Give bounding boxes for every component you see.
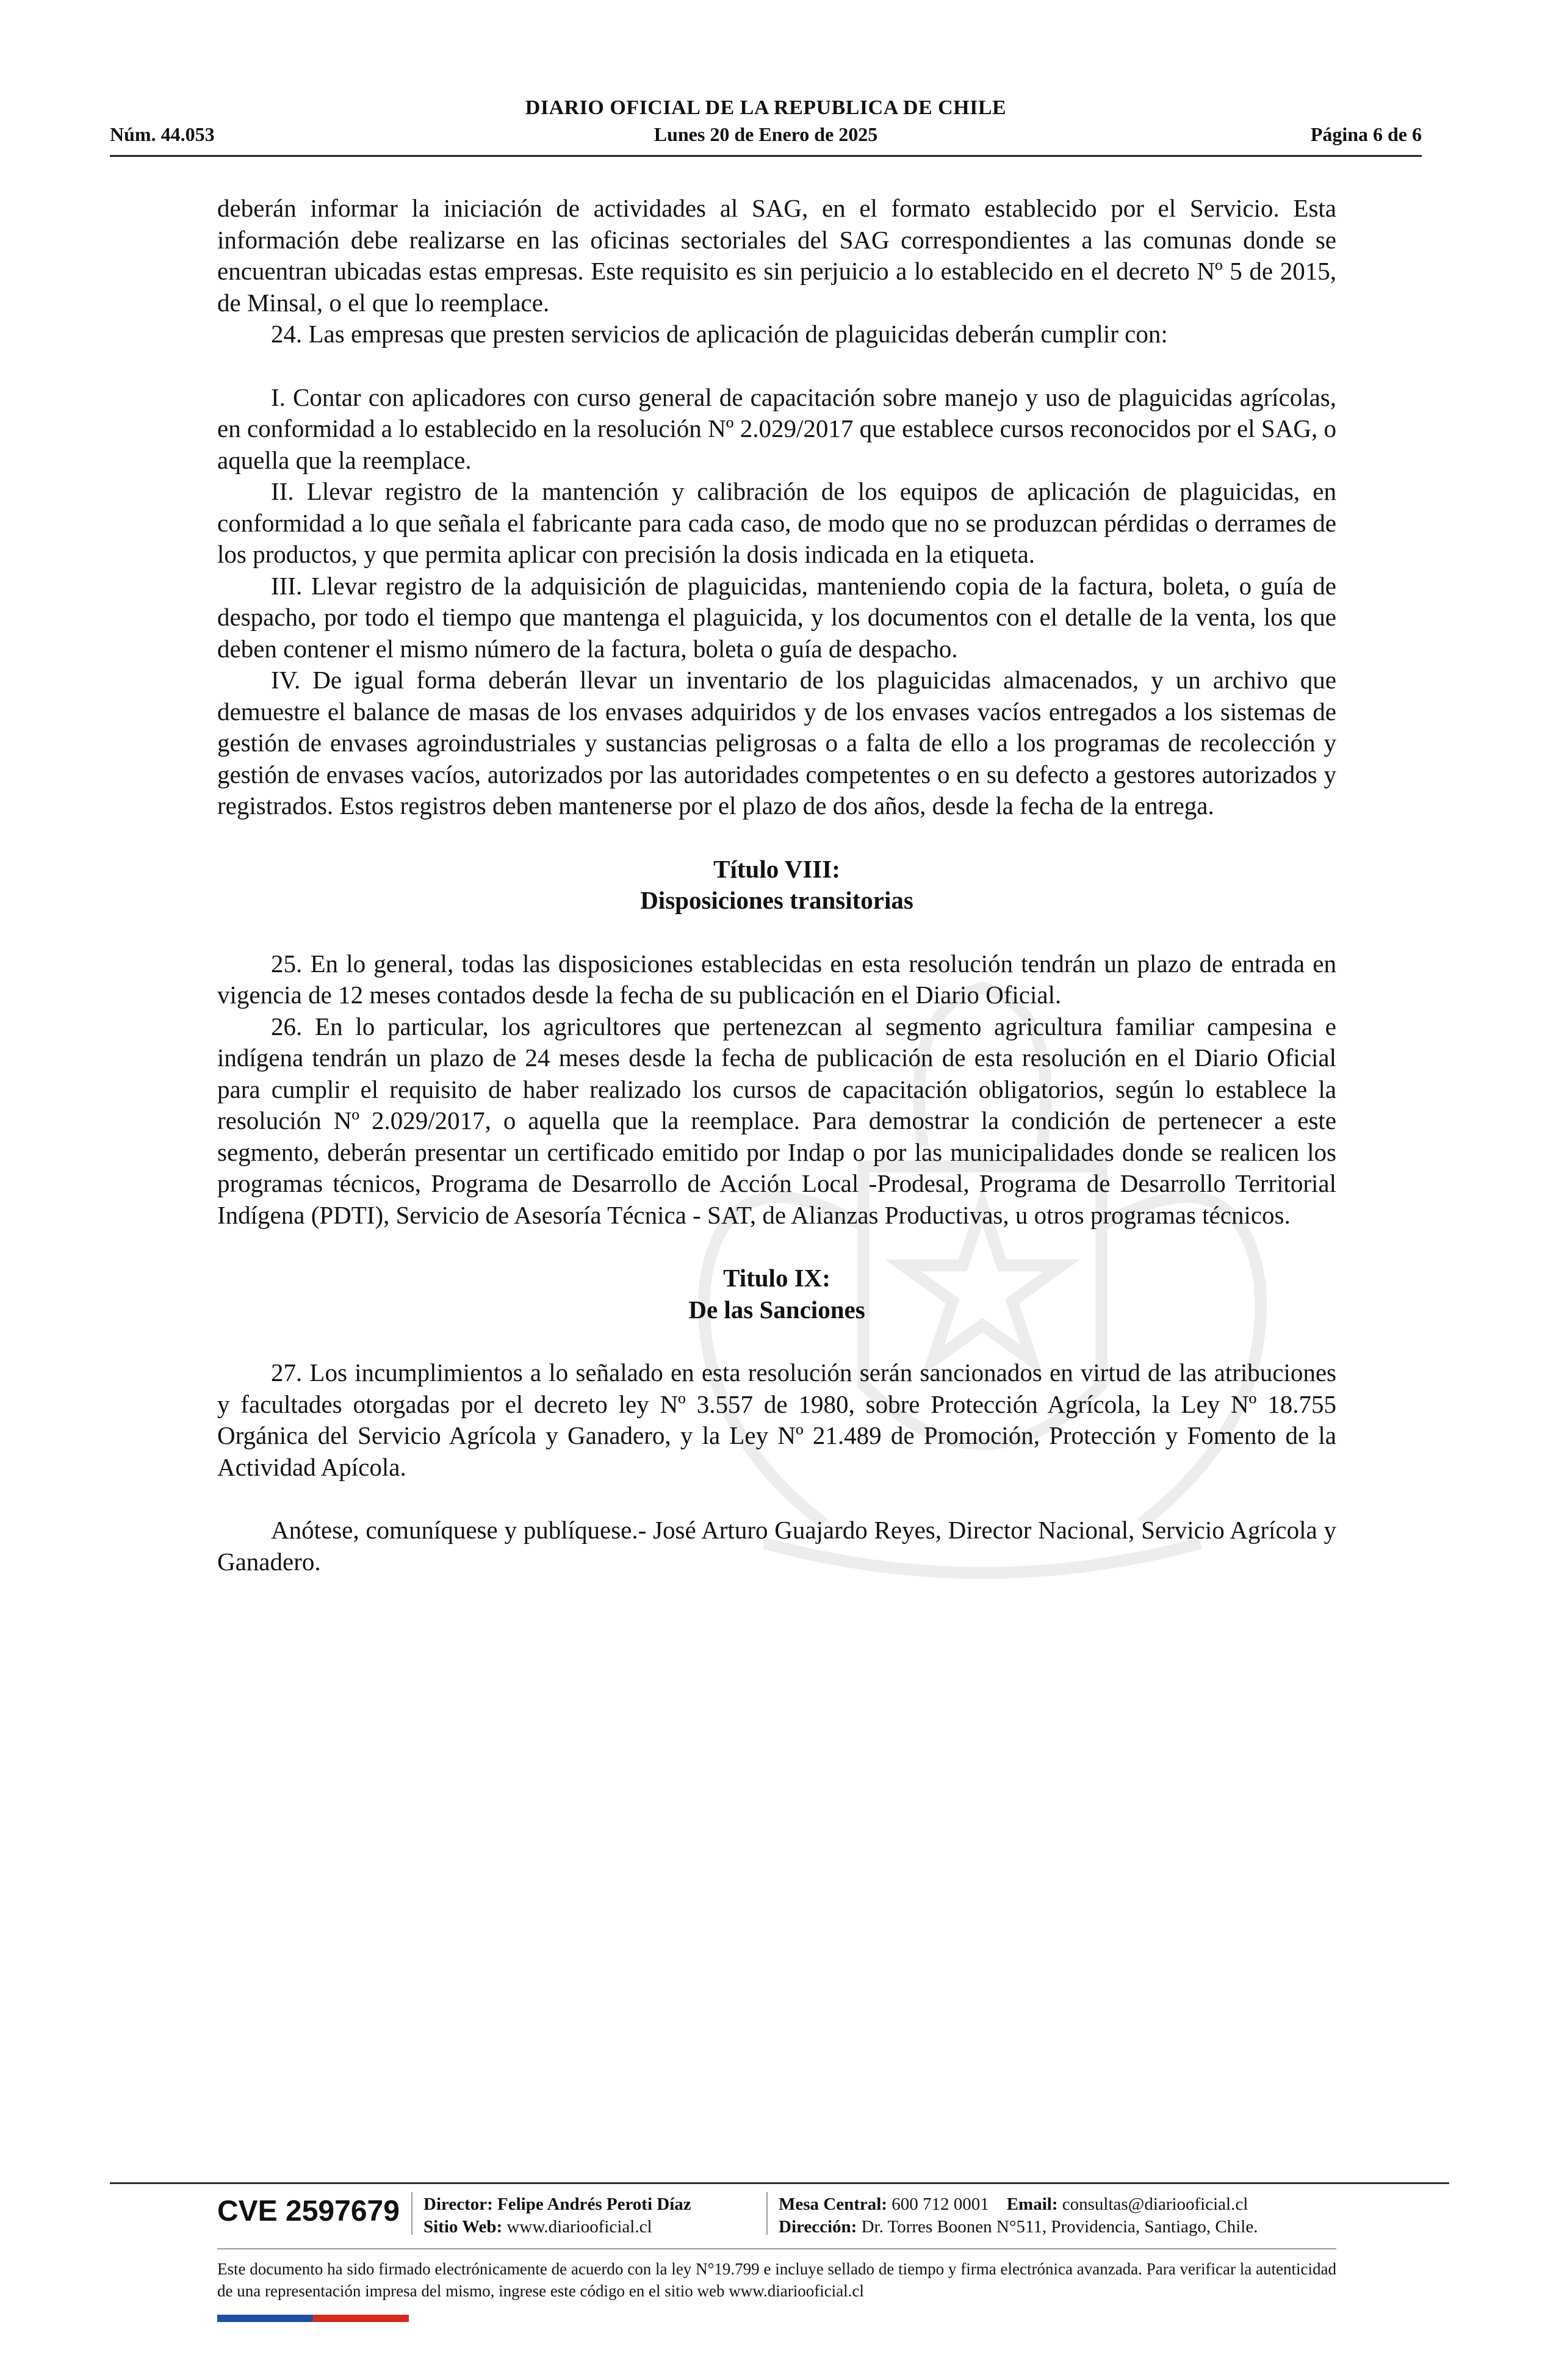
list-item-II: II. Llevar registro de la mantención y calibración de los equipos de aplicación de plaguicidas, en conformidad a lo que señala el fabricante para cada caso, de modo que no se produzcan pérdidas o derrames de los productos, y que permita aplicar con precisión la dosis indicada en la etiqueta. (217, 477, 1336, 568)
section-title-viii: Título VIII: (713, 854, 840, 883)
email-label: Email: (1006, 2194, 1058, 2214)
mesa-phone: 600 712 0001 (891, 2194, 989, 2214)
page-header (110, 94, 1422, 153)
flag-blue-segment (217, 2315, 313, 2322)
paragraph-27: 27. Los incumplimientos a lo señalado en esta resolución serán sancionados en virtud de las atribuciones y facultades otorgadas por el decreto ley Nº 3.557 de 1980, sobre Protección Agrícola, la Ley Nº 18.755 Orgánica del Servicio Agrícola y Ganadero, y la Ley Nº 21.489 de Promoción, Protección y Fomento de la Actividad Apícola. (217, 1358, 1336, 1481)
paragraph-26: 26. En lo particular, los agricultores que pertenezcan al segmento agricultura familiar campesina e indígena tendrán un plazo de 24 meses desde la fecha de publicación de esta resolución en el Diario Oficial para cumplir el requisito de haber realizado los cursos de capacitación obligatorios, según lo establece la resolución Nº 2.029/2017, o aquella que la reemplace. Para demostrar la condición de pertenecer a este segmento, deberán presentar un certificado emitido por Indap o por las municipalidades donde se realicen los programas técnicos, Programa de Desarrollo de Acción Local -Prodesal, Programa de Desarrollo Territorial Indígena (PDTI), Servicio de Asesoría Técnica - SAT, de Alianzas Productivas, u otros programas técnicos. (217, 1012, 1336, 1229)
director-name: Felipe Andrés Peroti Díaz (497, 2194, 691, 2214)
closing-signature: Anótese, comuníquese y publíquese.- José Arturo Guajardo Reyes, Director Nacional, Servicio Agrícola y Ganadero. (217, 1516, 1336, 1576)
website-link[interactable]: www.diariooficial.cl (506, 2217, 652, 2237)
footer-separator (411, 2192, 412, 2235)
address-label: Dirección: (779, 2217, 857, 2237)
publication-name: DIARIO OFICIAL DE LA REPUBLICA DE CHILE (525, 96, 1007, 119)
footer-divider (110, 2182, 1449, 2184)
address-value: Dr. Torres Boonen N°511, Providencia, Santiago, Chile. (861, 2217, 1258, 2237)
director-label: Director: (423, 2194, 493, 2214)
website-label: Sitio Web: (423, 2217, 503, 2237)
section-subtitle-ix: De las Sanciones (688, 1295, 865, 1324)
section-title-ix: Titulo IX: (723, 1264, 830, 1292)
issue-date: Lunes 20 de Enero de 2025 (654, 123, 878, 145)
list-item-I: I. Contar con aplicadores con curso general de capacitación sobre manejo y uso de plaguicidas agrícolas, en conformidad a lo establecido en la resolución Nº 2.029/2017 que establece cursos reconocidos por el SAG, o aquella que la reemplace. (217, 383, 1336, 474)
chile-flag-stripe (217, 2315, 409, 2322)
paragraph-24: 24. Las empresas que presten servicios de aplicación de plaguicidas deberán cumplir con: (271, 320, 1168, 348)
mesa-label: Mesa Central: (779, 2194, 887, 2214)
page-number: Página 6 de 6 (1310, 123, 1422, 145)
header-divider (110, 155, 1422, 157)
issue-number: Núm. 44.053 (110, 123, 215, 145)
footer-director-block (423, 2193, 691, 2238)
footer-divider-secondary (217, 2248, 1336, 2249)
paragraph-25: 25. En lo general, todas las disposiciones establecidas en esta resolución tendrán un plazo de entrada en vigencia de 12 meses contados desde la fecha de su publicación en el Diario Oficial. (217, 949, 1336, 1009)
list-item-III: III. Llevar registro de la adquisición de plaguicidas, manteniendo copia de la factura, boleta, o guía de despacho, por todo el tiempo que mantenga el plaguicida, y los documentos con el detalle de la venta, los que deben contener el mismo número de la factura, boleta o guía de despacho. (217, 571, 1336, 663)
cve-code: CVE 2597679 (217, 2195, 400, 2227)
footer-contact-block (779, 2193, 1258, 2238)
email-link[interactable]: consultas@diariooficial.cl (1062, 2194, 1248, 2214)
legal-notice: Este documento ha sido firmado electrónicamente de acuerdo con la ley N°19.799 e incluye sellado de tiempo y firma electrónica avanzada. Para verificar la autenticidad de una representación impresa del mismo, ingrese este código en el sitio web www.diariooficial.cl (217, 2260, 1336, 2300)
section-subtitle-viii: Disposiciones transitorias (640, 886, 913, 914)
document-body (217, 193, 1336, 1578)
list-item-IV: IV. De igual forma deberán llevar un inventario de los plaguicidas almacenados, y un archivo que demuestre el balance de masas de los envases adquiridos y de los envases vacíos entregados a los sistemas de gestión de envases agroindustriales y sustancias peligrosas o a falta de ello a los programas de recolección y gestión de envases vacíos, autorizados por las autoridades competentes o en su defecto a gestores autorizados y registrados. Estos registros deben mantenerse por el plazo de dos años, desde la fecha de la entrega. (217, 666, 1336, 820)
paragraph-continuation: deberán informar la iniciación de actividades al SAG, en el formato establecido por el Servicio. Esta información debe realizarse en las oficinas sectoriales del SAG correspondientes a las comunas donde se encuentran ubicadas estas empresas. Este requisito es sin perjuicio a lo establecido en el decreto Nº 5 de 2015, de Minsal, o el que lo reemplace. (217, 194, 1336, 317)
footer-separator (766, 2192, 768, 2235)
page-footer (217, 2188, 1340, 2243)
flag-red-segment (313, 2315, 409, 2322)
